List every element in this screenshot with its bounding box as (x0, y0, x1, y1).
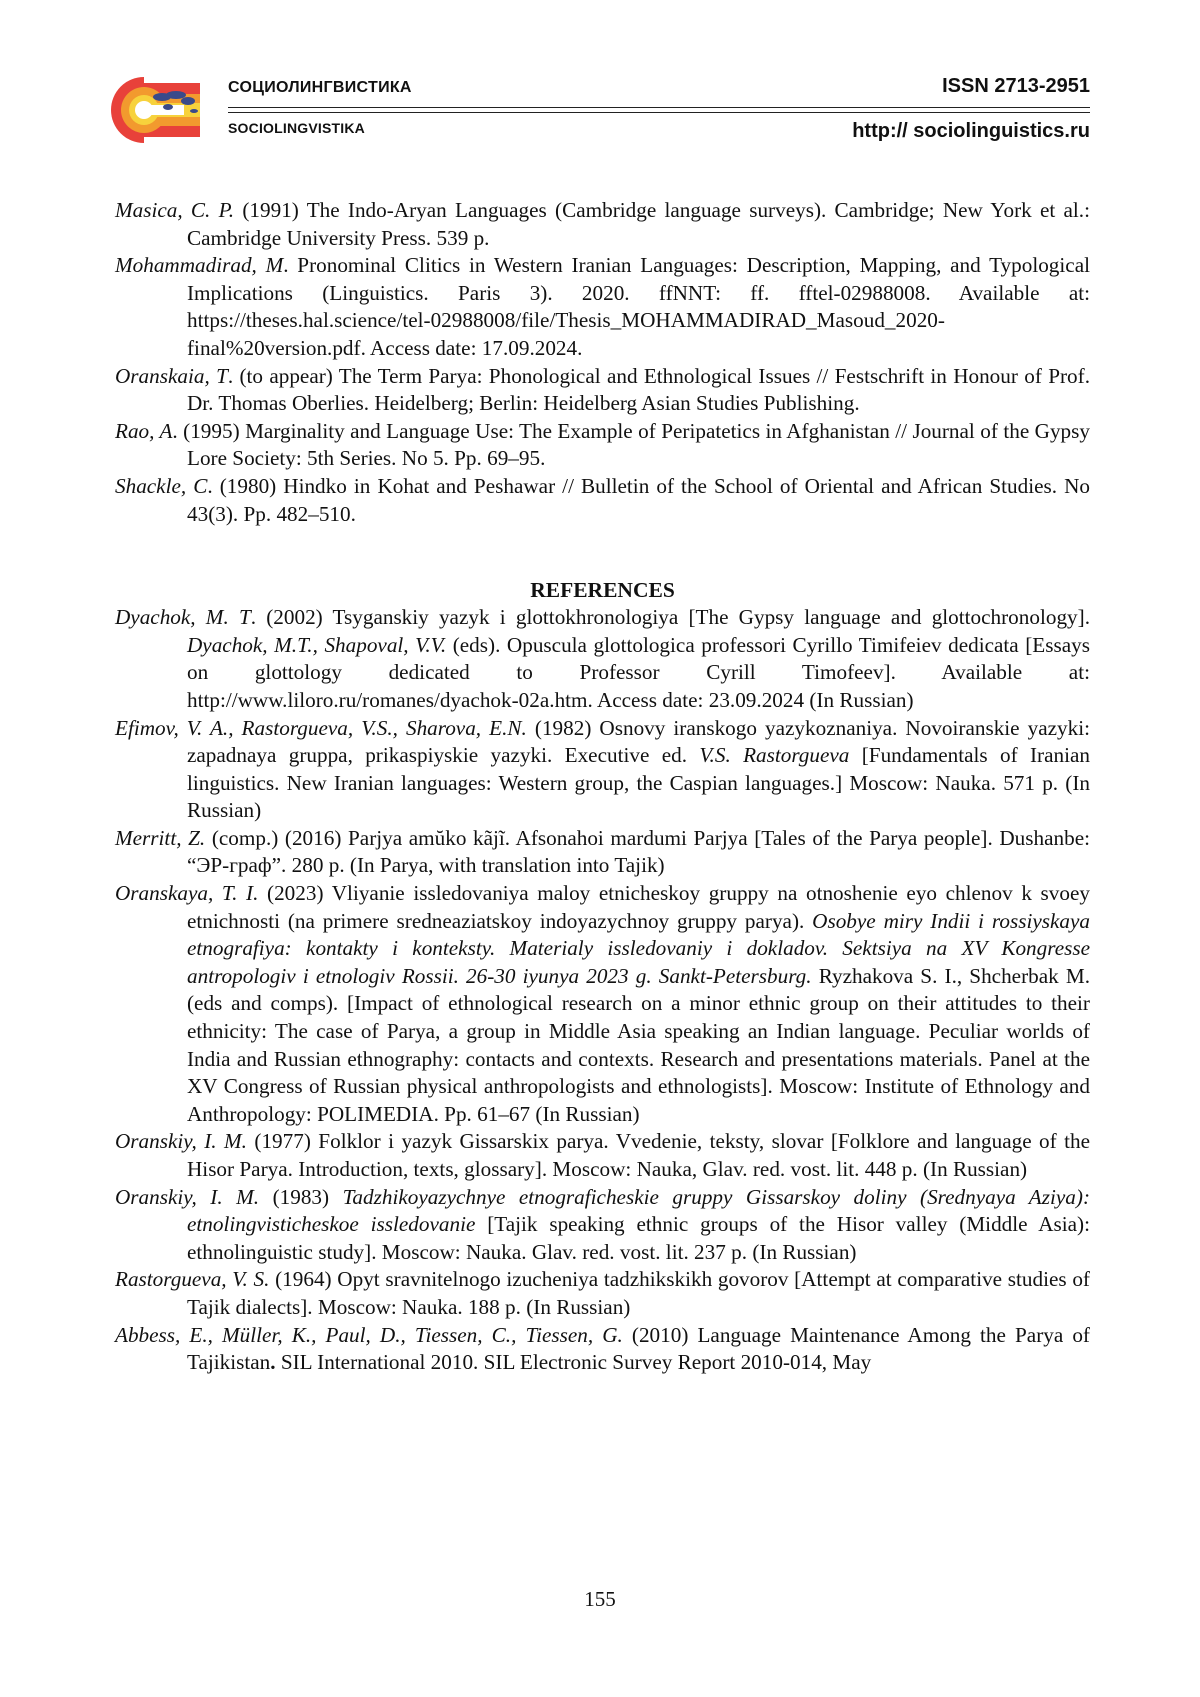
reference-segment: Ryzhakova S. I., Shcherbak M. (eds and comps). [Impact of ethnological research on a minor ethnic group on their attitudes to their ethnicity: The case of Parya, a group in Middle Asia speaking an Indian language. Peculiar worlds of India and Russian ethnography: contacts and contexts. Research and presentations materials. Panel at the XV Congress of Russian physical anthropologists and ethnologists]. Moscow: Institute of Ethnology and Anthropology: POLIMEDIA. Pp. 61–67 (In Russian) (187, 963, 1090, 1126)
page-number: 155 (584, 1587, 616, 1611)
reference-segment: Rao, A (115, 418, 173, 443)
reference-segment: Dyachok, M. T (115, 605, 251, 630)
header-rule (228, 107, 1090, 108)
reference-segment: Oranskaya, T. I. (115, 881, 259, 906)
reference-entry (115, 1322, 1090, 1377)
reference-entry (115, 363, 1090, 418)
reference-segment: (1977) Folklor i yazyk Gissarskix parya. Vvedenie, teksty, slovar [Folklore and language of the Hisor Parya. Introduction, texts, glossary]. Moscow: Nauka, Glav. red. vost. lit. 448 p. (In Russian) (187, 1129, 1090, 1181)
journal-title-ru: СОЦИОЛИНГВИСТИКА (228, 79, 412, 96)
reference-segment: . Pronominal Clitics in Western Iranian Languages: Description, Mapping, and Typological Implications (Linguistics. Paris 3). 2020. ffNNT: ff. fftel-02988008. Available at: https://theses.hal.science/tel-02988008/file/Thesis_MOHAMMADIRAD_Masoud_2020-final%20version.pdf. Access date: 17.09.2024. (187, 253, 1090, 360)
reference-segment: (2023) Vliyanie issledovaniya maloy etnicheskoy gruppy na otnoshenie eyo chlenov k svoey etnichnosti (na primere sredneaziatskoy indoyazychnoy gruppy parya). (187, 881, 1090, 933)
header-rule-thin (228, 112, 1090, 113)
reference-segment: . (270, 1350, 276, 1375)
reference-entry (115, 715, 1090, 825)
reference-entry (115, 1266, 1090, 1321)
reference-segment: (1983) (259, 1184, 343, 1209)
reference-entry (115, 252, 1090, 362)
journal-url[interactable]: http:// sociolinguistics.ru (852, 120, 1090, 142)
reference-segment: (comp.) (2016) Parjya amŭko kãjĩ. Afsonahoi mardumi Parjya [Tales of the Parya people]. Dushanbe: “ЭР-граф”. 280 p. (In Parya, with translation into Tajik) (187, 825, 1090, 878)
reference-segment: Merritt, Z. (115, 825, 206, 850)
page-content (115, 197, 1090, 1377)
references-list (115, 604, 1090, 1377)
reference-segment: Mohammadirad, M (115, 253, 284, 278)
reference-segment: Shackle, C (115, 473, 208, 498)
reference-entry (115, 604, 1090, 714)
reference-segment: Efimov, V. A., Rastorgueva, V.S., Sharova, E.N. (115, 715, 527, 740)
reference-segment: Rastorgueva, V. S. (115, 1267, 270, 1292)
journal-title-en: SOCIOLINGVISTIKA (228, 120, 365, 136)
reference-segment: Oranskiy, I. M. (115, 1184, 260, 1209)
reference-entry (115, 418, 1090, 473)
reference-segment: Oranskiy, I. M. (115, 1129, 247, 1154)
reference-segment: . (1980) Hindko in Kohat and Peshawar // Bulletin of the School of Oriental and African Studies. No 43(3). Pp. 482–510. (187, 473, 1090, 526)
reference-entry (115, 1128, 1090, 1183)
reference-entry (115, 197, 1090, 252)
reference-segment: Masica, C. P. (115, 198, 235, 222)
reference-entry (115, 880, 1090, 1128)
reference-entry (115, 473, 1090, 528)
reference-segment: . (2002) Tsyganskiy yazyk i glottokhronologiya [The Gypsy language and glottochronology]. (250, 605, 1090, 630)
reference-segment: (2010) Language Maintenance Among the Parya of Tajikistan (187, 1322, 1090, 1375)
reference-segment: SIL International 2010. SIL Electronic Survey Report 2010-014, May (275, 1350, 872, 1375)
reference-segment: Dyachok, M.T., Shapoval, V.V. (187, 632, 447, 657)
journal-logo (110, 75, 206, 145)
journal-header (110, 70, 1090, 155)
reference-segment: . (1995) Marginality and Language Use: The Example of Peripatetics in Afghanistan // Journal of the Gypsy Lore Society: 5th Series. No 5. Pp. 69–95. (172, 418, 1090, 471)
reference-segment: (1964) Opyt sravnitelnogo izucheniya tadzhikskikh govorov [Attempt at comparative studies of Tajik dialects]. Moscow: Nauka. 188 p. (In Russian) (187, 1267, 1090, 1319)
reference-entry (115, 825, 1090, 880)
reference-segment: Abbess, E., Müller, K., Paul, D., Tiessen, C., Tiessen, G. (115, 1322, 623, 1347)
reference-segment: . (to appear) The Term Parya: Phonological and Ethnological Issues // Festschrift in Honour of Prof. Dr. Thomas Oberlies. Heidelberg; Berlin: Heidelberg Asian Studies Publishing. (187, 363, 1090, 416)
reference-segment: Oranskaia, T (115, 363, 228, 388)
reference-segment: (1982) Osnovy iranskogo yazykoznaniya. Novoiranskie yazyki: zapadnaya gruppa, prikaspiyskie yazyki. Executive ed. (187, 715, 1090, 768)
reference-segment: (eds). Opuscula glottologica professori Cyrillo Timifeiev dedicata [Essays on glottology dedicated to Professor Cyrill Timofeev]. Available at: http://www.liloro.ru/romanes/dyachok-02a.htm. Access date: 23.09.2024 (In Russian) (187, 632, 1090, 712)
reference-entry (115, 1184, 1090, 1267)
issn: ISSN 2713-2951 (942, 75, 1090, 97)
reference-segment: Osobye miry Indii i rossiyskaya etnografiya: kontakty i konteksty. Materialy issledovaniy i dokladov. Sektsiya na XV Kongresse antropologiv i etnologiv Rossii. 26-30 iyunya 2023 g. Sankt-Petersburg. (187, 908, 1090, 988)
reference-segment: Tadzhikoyazychnye etnograficheskie gruppy Gissarskoy doliny (Srednyaya Aziya): etnolingvisticheskoe issledovanie (187, 1184, 1090, 1237)
reference-segment: (1991) The Indo-Aryan Languages (Cambridge language surveys). Cambridge; New York et al.: Cambridge University Press. 539 p. (187, 198, 1090, 250)
section-title-references: REFERENCES (530, 578, 675, 603)
reference-segment: [Tajik speaking ethnic groups of the Hisor valley (Middle Asia): ethnolinguistic study]. Moscow: Nauka. Glav. red. vost. lit. 237 p. (In Russian) (187, 1212, 1090, 1264)
reference-segment: [Fundamentals of Iranian linguistics. New Iranian languages: Western group, the Caspian languages.] Moscow: Nauka. 571 p. (In Russian) (187, 743, 1090, 823)
reference-segment: V.S. Rastorgueva (699, 743, 850, 768)
references-continued (115, 197, 1090, 528)
